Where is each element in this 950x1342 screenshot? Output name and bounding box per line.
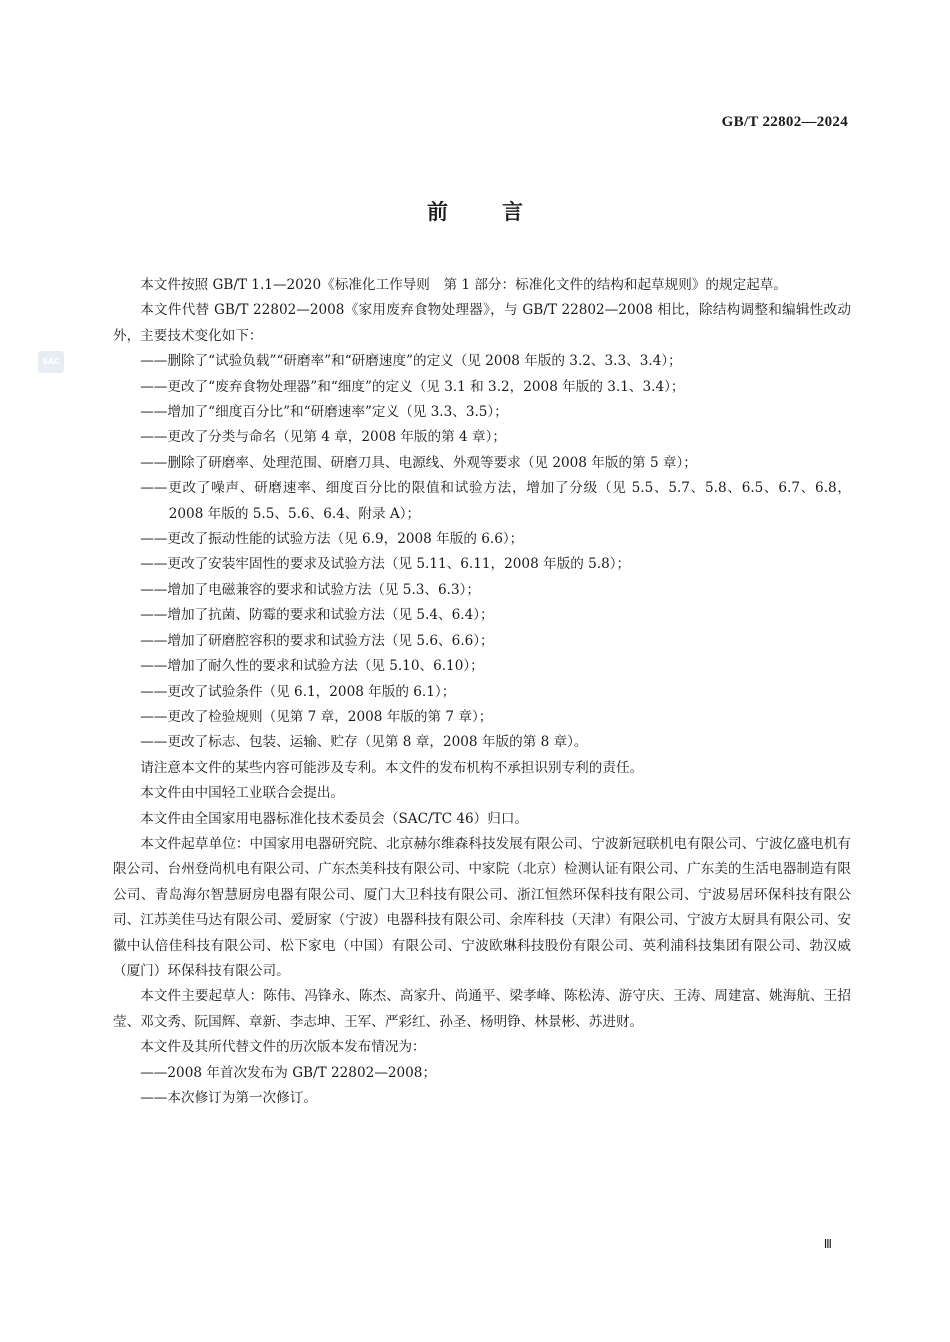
change-item: ——删除了研磨率、处理范围、研磨刀具、电源线、外观等要求（见 2008 年版的第 5 章）；	[140, 454, 697, 471]
change-item: ——增加了抗菌、防霉的要求和试验方法（见 5.4、6.4）；	[140, 607, 494, 624]
change-item: ——更改了“废弃食物处理器”和“细度”的定义（见 3.1 和 3.2，2008 年版的 3.1、3.4）；	[140, 378, 685, 395]
change-item: ——删除了“试验负载”“研磨率”和“研磨速度”的定义（见 2008 年版的 3.2、3.3、3.4）；	[140, 353, 682, 370]
change-item: ——更改了检验规则（见第 7 章，2008 年版的第 7 章）；	[140, 708, 493, 725]
change-item: ——更改了试验条件（见 6.1，2008 年版的 6.1）；	[140, 683, 456, 700]
change-item: ——增加了“细度百分比”和“研磨速率”定义（见 3.3、3.5）；	[140, 404, 508, 421]
proposer: 本文件由中国轻工业联合会提出。	[140, 785, 345, 802]
page-title	[0, 196, 950, 226]
paragraph-1: 本文件按照 GB/T 1.1—2020《标准化工作导则 第 1 部分：标准化文件的结构和起草规则》的规定起草。	[140, 277, 787, 293]
change-item: ——增加了研磨腔容积的要求和试验方法（见 5.6、6.6）；	[140, 632, 494, 649]
change-item: ——增加了耐久性的要求和试验方法（见 5.10、6.10）；	[140, 658, 484, 675]
change-item: ——更改了标志、包装、运输、贮存（见第 8 章，2008 年版的第 8 章）。	[140, 734, 588, 751]
foreword-body	[113, 273, 851, 1111]
title-char-1: 前	[427, 200, 448, 224]
page-number: Ⅲ	[823, 1237, 832, 1251]
version-history-item: ——2008 年首次发布为 GB/T 22802—2008；	[140, 1064, 437, 1081]
drafting-units: 本文件起草单位：中国家用电器研究院、北京赫尔维森科技发展有限公司、宁波新冠联机电有限公司、宁波亿盛电机有限公司、台州登尚机电有限公司、广东杰美科技有限公司、中家院（北京）检测认证有限公司、广东美的生活电器制造有限公司、青岛海尔智慧厨房电器有限公司、厦门大卫科技有限公司、浙江恒然环保科技有限公司、宁波易居环保科技有限公司、江苏美佳马达有限公司、爱厨家（宁波）电器科技有限公司、余库科技（天津）有限公司、宁波方太厨具有限公司、安徽中认倍佳科技有限公司、松下家电（中国）有限公司、宁波欧琳科技股份有限公司、英利浦科技集团有限公司、勃汉威（厦门）环保科技有限公司。	[113, 835, 851, 979]
title-char-2: 言	[502, 200, 523, 224]
version-history-intro: 本文件及其所代替文件的历次版本发布情况为：	[140, 1039, 426, 1056]
drafters: 本文件主要起草人：陈伟、冯锋永、陈杰、高家升、尚通平、梁孝峰、陈松涛、游守庆、王涛、周建富、姚海航、王招莹、邓文秀、阮国辉、章新、李志坤、王军、严彩红、孙圣、杨明铮、林景彬、苏进财。	[113, 988, 851, 1030]
change-item: ——更改了噪声、研磨速率、细度百分比的限值和试验方法，增加了分级（见 5.5、5.7、5.8、6.5、6.7、6.8，2008 年版的 5.5、5.6、6.4、附录 A）；	[140, 480, 851, 522]
change-item: ——更改了振动性能的试验方法（见 6.9，2008 年版的 6.6）；	[140, 531, 524, 548]
version-history-item: ——本次修订为第一次修订。	[140, 1090, 317, 1106]
patent-notice: 请注意本文件的某些内容可能涉及专利。本文件的发布机构不承担识别专利的责任。	[140, 759, 644, 776]
paragraph-2: 本文件代替 GB/T 22802—2008《家用废弃食物处理器》，与 GB/T 22802—2008 相比，除结构调整和编辑性改动外，主要技术变化如下：	[113, 302, 851, 344]
change-item: ——更改了分类与命名（见第 4 章，2008 年版的第 4 章）；	[140, 429, 506, 446]
change-item: ——更改了安装牢固性的要求及试验方法（见 5.11、6.11，2008 年版的 5.8）；	[140, 556, 631, 573]
change-item: ——增加了电磁兼容的要求和试验方法（见 5.3、6.3）；	[140, 581, 481, 598]
standard-number: GB/T 22802—2024	[721, 114, 848, 130]
committee: 本文件由全国家用电器标准化技术委员会（SAC/TC 46）归口。	[140, 810, 529, 827]
sac-watermark-logo: SAC	[38, 351, 64, 373]
